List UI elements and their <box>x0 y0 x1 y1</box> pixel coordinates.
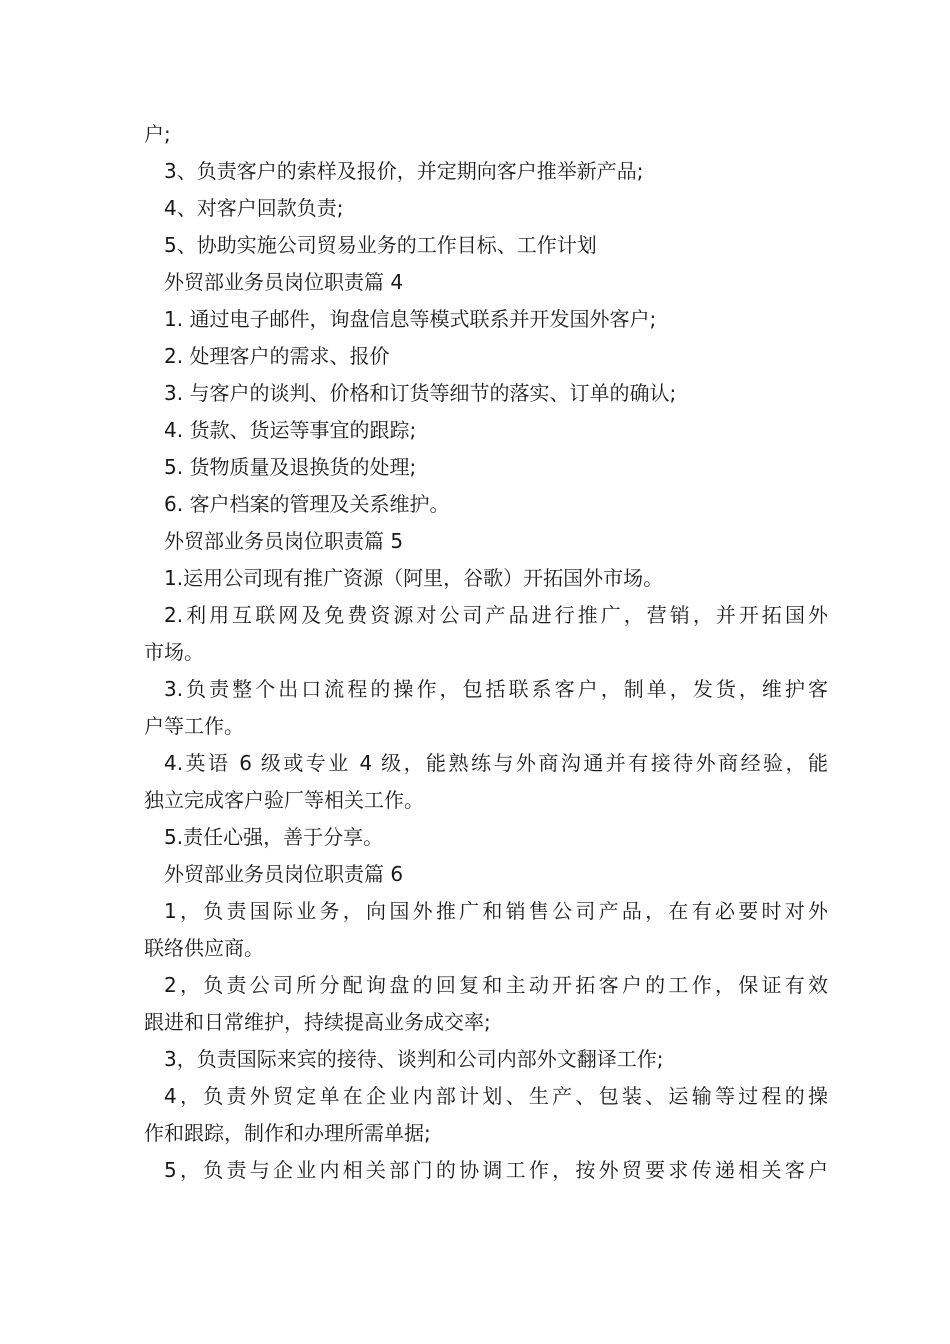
list-item: 1，负责国际业务，向国外推广和销售公司产品，在有必要时对外 <box>164 899 828 923</box>
list-item: 6. 客户档案的管理及关系维护。 <box>164 492 450 516</box>
text-line: 独立完成客户验厂等相关工作。 <box>144 788 424 812</box>
list-item: 2，负责公司所分配询盘的回复和主动开拓客户的工作，保证有效 <box>164 973 828 997</box>
list-item: 5.责任心强，善于分享。 <box>164 825 384 849</box>
list-item: 5，负责与企业内相关部门的协调工作，按外贸要求传递相关客户 <box>164 1158 828 1182</box>
list-item: 4. 货款、货运等事宜的跟踪; <box>164 418 417 442</box>
list-item: 1.运用公司现有推广资源（阿里，谷歌）开拓国外市场。 <box>164 566 664 590</box>
text-line: 4、对客户回款负责; <box>164 196 344 220</box>
list-item: 2.利用互联网及免费资源对公司产品进行推广，营销，并开拓国外 <box>164 603 828 627</box>
list-item: 5. 货物质量及退换货的处理; <box>164 455 417 479</box>
text-line: 5、协助实施公司贸易业务的工作目标、工作计划 <box>164 233 597 257</box>
section-heading: 外贸部业务员岗位职责篇 5 <box>164 529 404 553</box>
text-line: 市场。 <box>144 640 204 664</box>
text-line: 3、负责客户的索样及报价，并定期向客户推举新产品; <box>164 159 644 183</box>
text-line: 跟进和日常维护，持续提高业务成交率; <box>144 1010 491 1034</box>
section-heading: 外贸部业务员岗位职责篇 4 <box>164 270 404 294</box>
list-item: 4.英语 6 级或专业 4 级，能熟练与外商沟通并有接待外商经验，能 <box>164 751 828 775</box>
list-item: 3. 与客户的谈判、价格和订货等细节的落实、订单的确认; <box>164 381 677 405</box>
list-item: 2. 处理客户的需求、报价 <box>164 344 390 368</box>
text-line: 联络供应商。 <box>144 936 264 960</box>
section-heading: 外贸部业务员岗位职责篇 6 <box>164 862 404 886</box>
list-item: 1. 通过电子邮件，询盘信息等模式联系并开发国外客户; <box>164 307 657 331</box>
document-body <box>144 116 828 1189</box>
text-line: 作和跟踪，制作和办理所需单据; <box>144 1121 431 1145</box>
list-item: 3，负责国际来宾的接待、谈判和公司内部外文翻译工作; <box>164 1047 664 1071</box>
list-item: 4，负责外贸定单在企业内部计划、生产、包装、运输等过程的操 <box>164 1084 828 1108</box>
list-item: 3.负责整个出口流程的操作，包括联系客户，制单，发货，维护客 <box>164 677 828 701</box>
text-line: 户; <box>144 122 171 146</box>
text-line: 户等工作。 <box>144 714 244 738</box>
